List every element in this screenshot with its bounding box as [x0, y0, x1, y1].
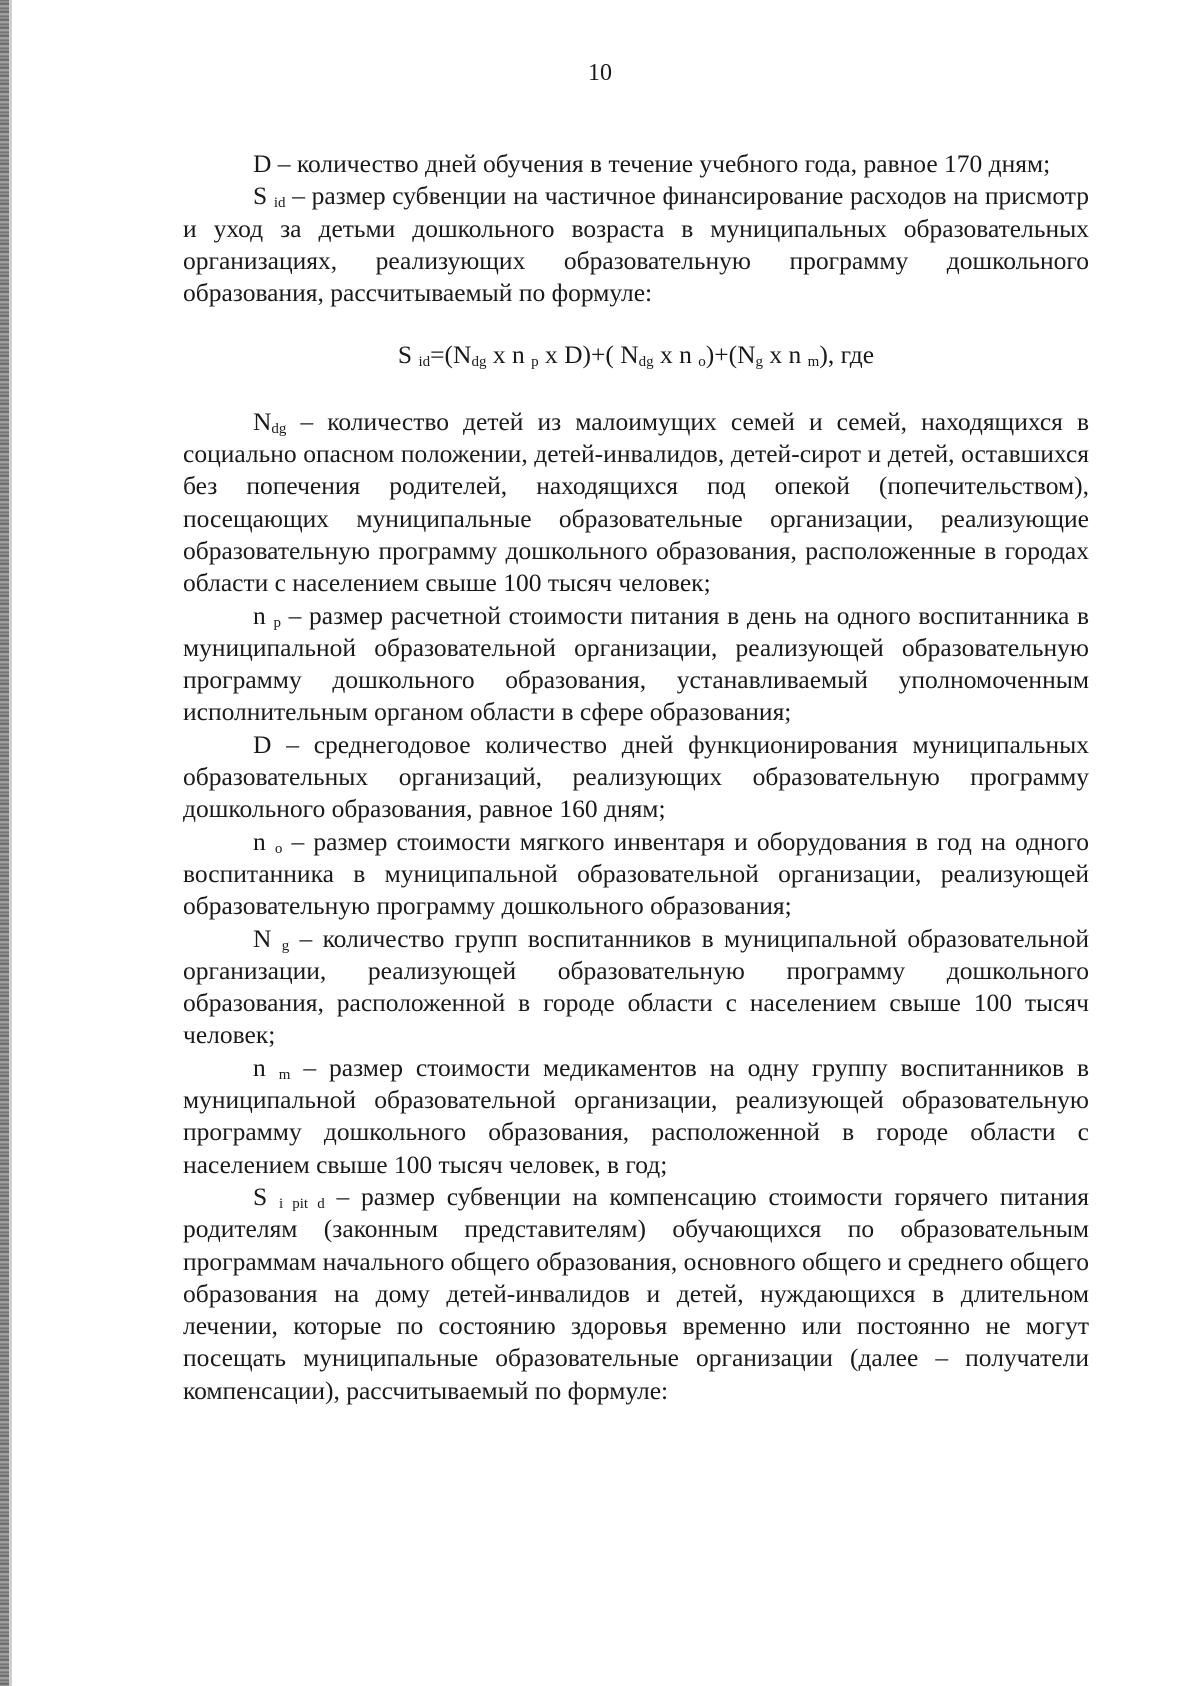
formula-subscript: m — [807, 354, 820, 371]
definition-text: – размер стоимости мягкого инвентаря и оборудования в год на одного воспитанника в муниципальной образовательной организации, реализующей образовательную программу дошкольного образования; — [183, 826, 1089, 921]
symbol: n — [253, 1052, 266, 1082]
formula-part: =(N — [430, 340, 472, 370]
symbol-subscript: g — [281, 937, 290, 954]
definition-nm — [183, 1052, 1089, 1181]
definition-text: – количество дней обучения в течение учебного года, равное 170 дням; — [271, 149, 1051, 178]
definition-text: – размер стоимости медикаментов на одну группу воспитанников в муниципальной образовательной организации, реализующей образовательную программу дошкольного образования, расположенной в городе области с населением свыше 100 тысяч человек, в год; — [183, 1052, 1090, 1179]
symbol-subscript: m — [278, 1066, 291, 1083]
formula-subscript: g — [755, 354, 764, 371]
symbol: S — [253, 181, 268, 211]
definition-no — [183, 826, 1089, 923]
definition-text: – среднегодовое количество дней функционирования муниципальных образовательных организаций, реализующих образовательную программу дошкольного образования, равное 160 дням; — [183, 729, 1089, 824]
symbol: n — [253, 826, 266, 856]
formula-part: ), где — [819, 340, 875, 370]
definition-text: – размер субвенции на компенсацию стоимости горячего питания родителям (законным представителям) обучающихся по образовательным программам начального общего образования, основного общего и среднего общего образования на дому детей-инвалидов и детей, нуждающихся в длительном лечении, которые по состоянию здоровья временно или постоянно не могут посещать муниципальные образовательные организации (далее – получатели компенсации), рассчитываемый по формуле: — [183, 1181, 1090, 1405]
formula-subscript: o — [698, 354, 706, 371]
definition-sid — [183, 180, 1089, 309]
symbol: D — [253, 729, 272, 759]
formula-subscript: dg — [638, 354, 654, 371]
formula-part: x n — [763, 340, 802, 370]
formula-subscript: dg — [471, 354, 487, 371]
definition-text: – количество групп воспитанников в муниципальной образовательной организации, реализующей образовательную программу дошкольного образования, расположенной в городе области с населением свыше 100 тысяч человек; — [183, 923, 1089, 1050]
symbol: S — [253, 1181, 268, 1211]
formula-part: S — [397, 340, 413, 370]
formula-subscript: p — [531, 354, 539, 371]
formula-part: x D)+( N — [538, 340, 639, 370]
definition-ndg — [183, 406, 1089, 600]
formula-subscript: id — [418, 354, 431, 371]
symbol: n — [253, 600, 266, 630]
document-body — [183, 148, 1089, 1407]
definition-d-days — [183, 148, 1089, 180]
scan-left-edge — [0, 0, 9, 1686]
page-number: 10 — [588, 60, 612, 86]
formula-part: x n — [653, 340, 692, 370]
definition-np — [183, 600, 1089, 729]
symbol: N — [253, 923, 272, 953]
formula-sid — [183, 339, 1089, 371]
formula-part: )+(N — [705, 340, 756, 370]
symbol-subscript: dg — [271, 420, 287, 437]
definition-text: – размер субвенции на частичное финансирование расходов на присмотр и уход за детьми дошкольного возраста в муниципальных образовательных организациях, реализующих образовательную программу дошкольного образования, рассчитываемый по формуле: — [183, 181, 1089, 308]
definition-text: – размер расчетной стоимости питания в день на одного воспитанника в муниципальной образовательной организации, реализующей образовательную программу дошкольного образования, устанавливаемый уполномоченным исполнительным органом области в сфере образования; — [183, 600, 1090, 727]
symbol-subscript: id — [273, 195, 286, 212]
symbol: D — [253, 149, 272, 178]
definition-ng — [183, 923, 1089, 1052]
symbol-subscript: o — [274, 840, 283, 857]
symbol-subscript: i pit d — [278, 1195, 325, 1212]
scan-left-edge-shadow — [9, 0, 12, 1686]
symbol-subscript: p — [273, 614, 281, 631]
definition-sipitd — [183, 1181, 1089, 1407]
definition-text: – количество детей из малоимущих семей и семей, находящихся в социально опасном положении, детей-инвалидов, детей-сирот и детей, оставшихся без попечения родителей, находящихся под опекой (попечительством), посещающих муниципальные образовательные организации, реализующие образовательную программу дошкольного образования, расположенные в городах области с населением свыше 100 тысяч человек; — [183, 406, 1089, 598]
formula-part: x n — [486, 340, 525, 370]
symbol: N — [253, 406, 272, 436]
definition-d-avg — [183, 729, 1089, 826]
